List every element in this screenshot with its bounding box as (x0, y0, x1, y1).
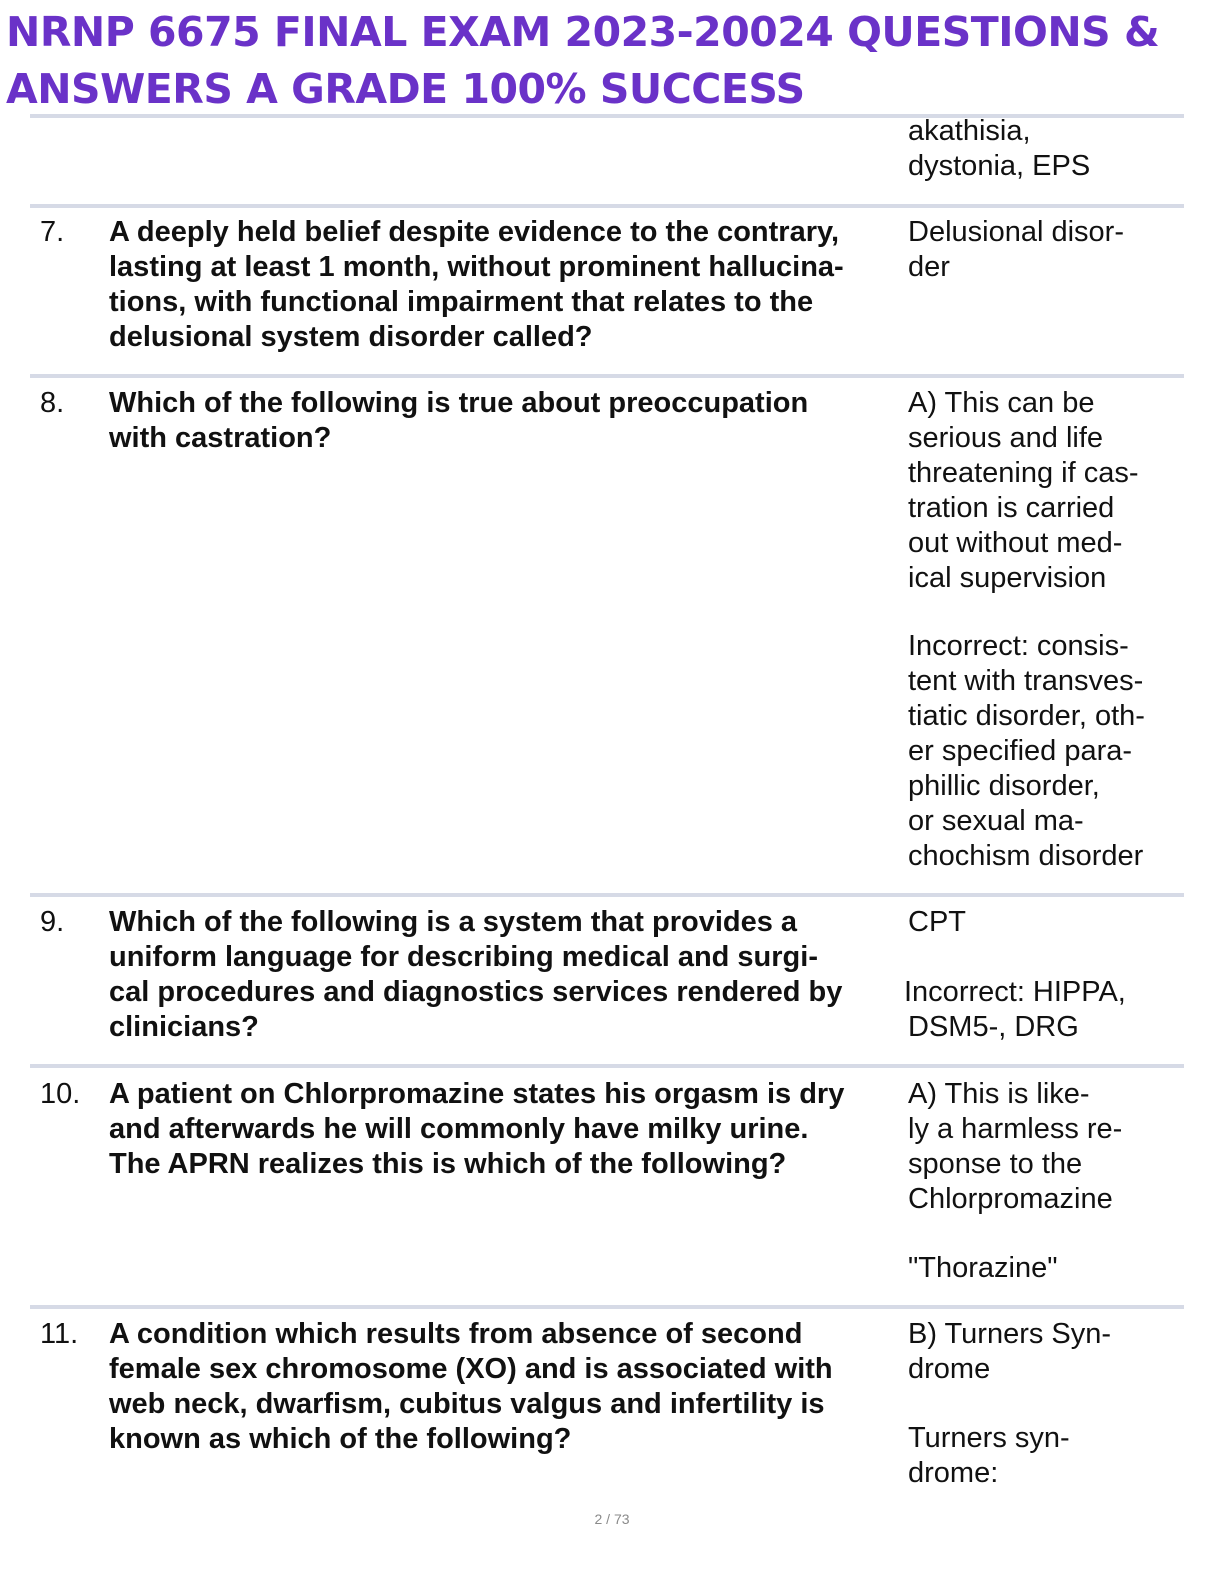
answer-line: CPT (908, 906, 966, 938)
question-text: A patient on Chlorpromazine states his orgasm is dry and afterwards he will commonly have milky urine. The APRN realizes this is which of the following? (109, 1078, 845, 1180)
question-text: A condition which results from absence of second female sex chromosome (XO) and is associated with web neck, dwarfism, cubitus valgus and infertility is known as which of the following? (109, 1318, 833, 1455)
answer-line: drome (908, 1353, 991, 1385)
question-text: Which of the following is true about preoccupation with castration? (109, 387, 809, 454)
divider (30, 1064, 1184, 1068)
answer-line: Turners syn- (908, 1422, 1070, 1454)
divider (30, 893, 1184, 897)
answer-line: A) This can be (908, 387, 1095, 419)
carryover-answer-line: akathisia, (908, 115, 1031, 147)
divider (30, 374, 1184, 378)
divider (30, 204, 1184, 208)
answer-line: Delusional disor- (908, 216, 1124, 248)
carryover-answer-line: dystonia, EPS (908, 150, 1091, 182)
answer-line: ly a harmless re- (908, 1113, 1123, 1145)
answer-line: B) Turners Syn- (908, 1318, 1112, 1350)
question-number: 10. (40, 1078, 81, 1110)
answer-line: tration is carried (908, 492, 1115, 524)
answer-line: serious and life (908, 422, 1104, 454)
answer-line: er specified para- (908, 735, 1133, 767)
document-title: NRNP 6675 FINAL EXAM 2023-20024 QUESTIONS & ANSWERS A GRADE 100% SUCCESS (6, 8, 1160, 113)
answer-line: DSM5-, DRG (908, 1011, 1079, 1043)
question-number: 8. (40, 387, 65, 419)
question-number: 9. (40, 906, 65, 938)
question-text: A deeply held belief despite evidence to the contrary, lasting at least 1 month, without prominent hallucina- tions, with functional impairment that relates to the delusional system disorder called? (109, 216, 844, 353)
answer-line: Incorrect: HIPPA, (904, 976, 1126, 1008)
answer-line: phillic disorder, (908, 770, 1100, 802)
answer-line: A) This is like- (908, 1078, 1090, 1110)
question-number: 7. (40, 216, 65, 248)
question-text: Which of the following is a system that provides a uniform language for describing medical and surgi- cal procedures and diagnostics services rendered by clinicians? (109, 906, 843, 1043)
answer-line: ical supervision (908, 562, 1107, 594)
answer-line: sponse to the (908, 1148, 1083, 1180)
answer-line: drome: (908, 1457, 999, 1489)
answer-line: tiatic disorder, oth- (908, 700, 1145, 732)
divider (30, 1305, 1184, 1309)
answer-line: "Thorazine" (908, 1252, 1058, 1284)
answer-line: threatening if cas- (908, 457, 1139, 489)
page-number: 2 / 73 (594, 1511, 630, 1527)
answer-line: chochism disorder (908, 840, 1144, 872)
answer-line: or sexual ma- (908, 805, 1084, 837)
answer-line: der (908, 251, 950, 283)
answer-line: Chlorpromazine (908, 1183, 1113, 1215)
answer-line: tent with transves- (908, 665, 1144, 697)
answer-line: Incorrect: consis- (908, 630, 1129, 662)
answer-line: out without med- (908, 527, 1123, 559)
question-number: 11. (40, 1318, 79, 1350)
